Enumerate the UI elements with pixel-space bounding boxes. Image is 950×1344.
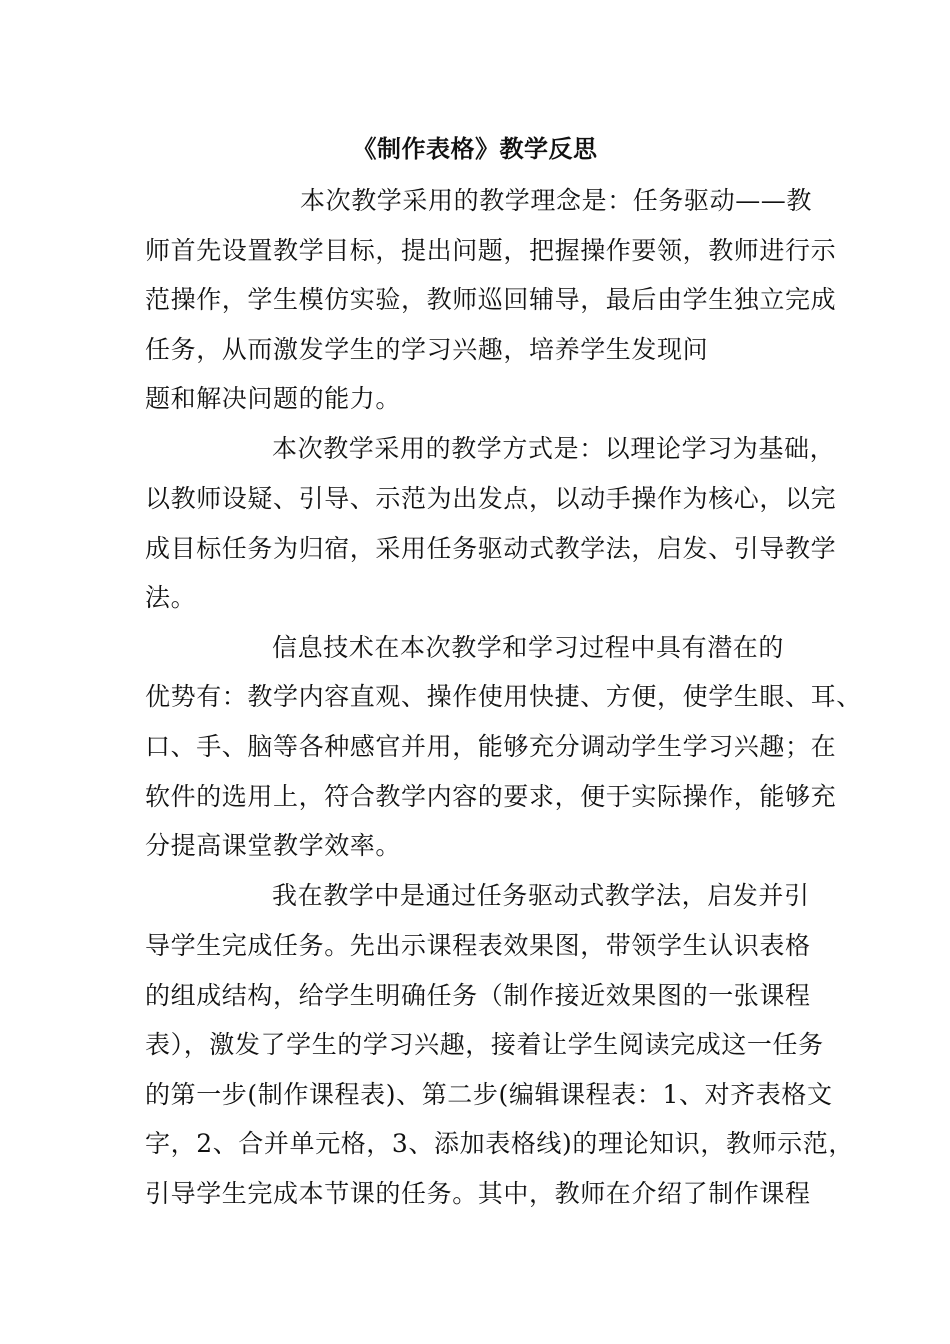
paragraph-line: 表），激发了学生的学习兴趣，接着让学生阅读完成这一任务: [145, 1030, 824, 1059]
paragraph-line: 题和解决问题的能力。: [145, 384, 402, 413]
paragraph-line: 分提高课堂教学效率。: [145, 831, 402, 860]
paragraph-line: 优势有：教学内容直观、操作使用快捷、方便，使学生眼、耳、: [145, 682, 862, 711]
paragraph-line: 师首先设置教学目标，提出问题，把握操作要领，教师进行示: [145, 236, 837, 265]
paragraph-line: 法。: [145, 583, 197, 612]
paragraph-line: 字，2、合并单元格，3、添加表格线)的理论知识，教师示范，: [145, 1129, 854, 1158]
paragraph-line: 我在教学中是通过任务驱动式教学法，启发并引: [272, 881, 810, 910]
paragraph-line: 本次教学采用的教学方式是：以理论学习为基础，: [272, 434, 836, 463]
document-title: 《制作表格》教学反思: [352, 134, 598, 163]
paragraph-line: 范操作，学生模仿实验，教师巡回辅导，最后由学生独立完成: [145, 285, 837, 314]
paragraph-line: 引导学生完成本节课的任务。其中，教师在介绍了制作课程: [145, 1179, 811, 1208]
paragraph-line: 本次教学采用的教学理念是：任务驱动——教: [300, 186, 813, 215]
paragraph-line: 的组成结构，给学生明确任务（制作接近效果图的一张课程: [145, 981, 811, 1010]
paragraph-line: 成目标任务为归宿，采用任务驱动式教学法，启发、引导教学: [145, 534, 837, 563]
paragraph-line: 任务，从而激发学生的学习兴趣，培养学生发现问: [145, 335, 709, 364]
paragraph-line: 软件的选用上，符合教学内容的要求，便于实际操作，能够充: [145, 782, 837, 811]
paragraph-line: 导学生完成任务。先出示课程表效果图，带领学生认识表格: [145, 931, 811, 960]
paragraph-line: 口、手、脑等各种感官并用，能够充分调动学生学习兴趣；在: [145, 732, 837, 761]
paragraph-line: 信息技术在本次教学和学习过程中具有潜在的: [272, 633, 785, 662]
paragraph-line: 的第一步(制作课程表)、第二步(编辑课程表：1、对齐表格文: [145, 1080, 833, 1109]
paragraph-line: 以教师设疑、引导、示范为出发点，以动手操作为核心，以完: [145, 484, 837, 513]
